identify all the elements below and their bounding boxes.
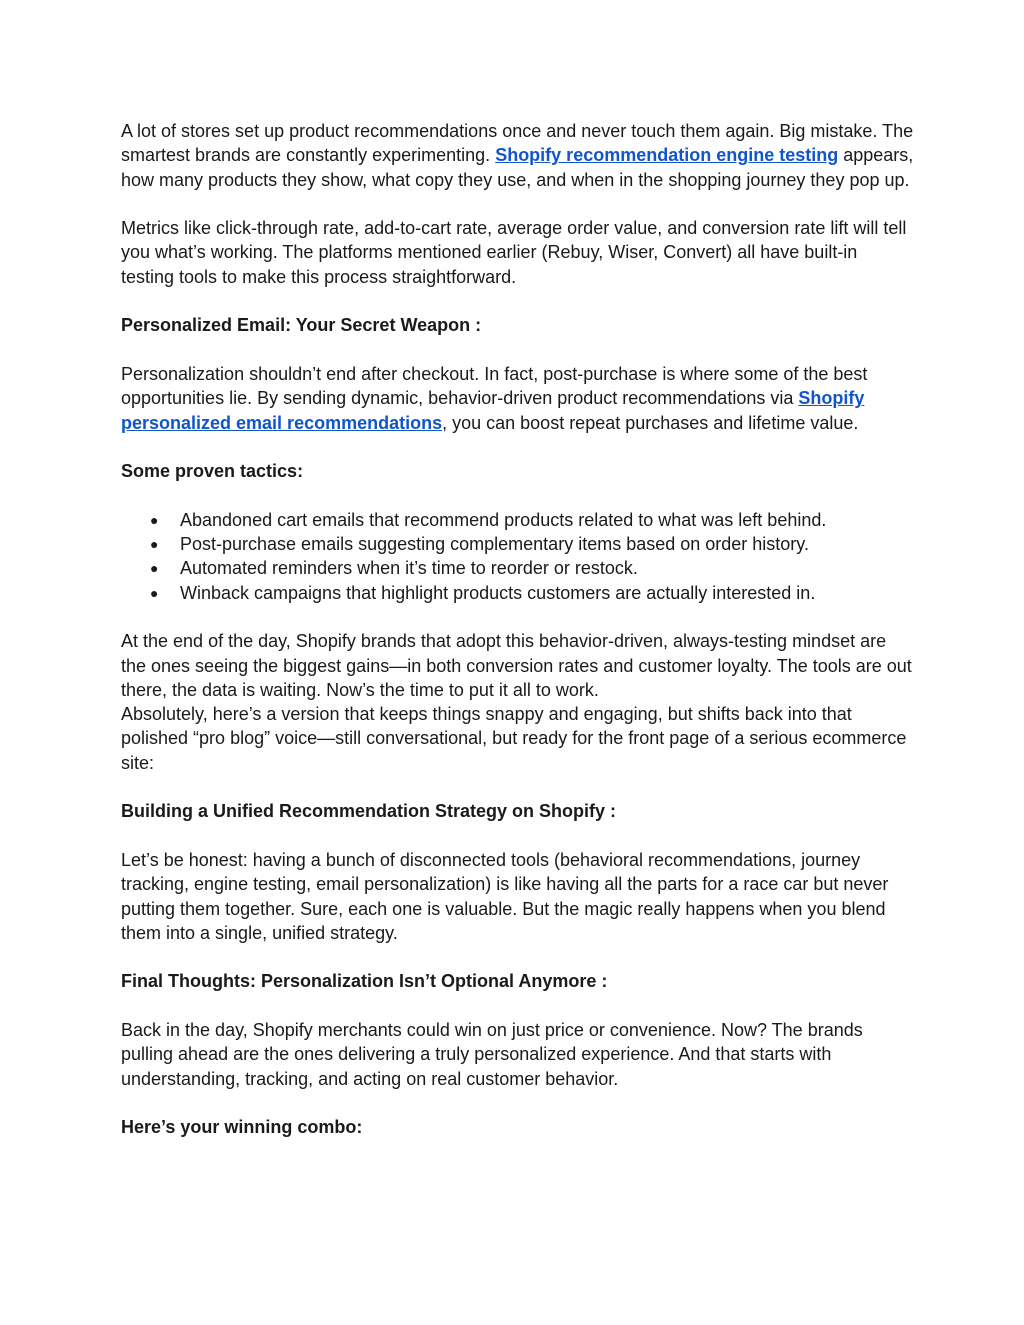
list-item-text: Winback campaigns that highlight products customers are actually interested in. [180,582,816,603]
paragraph-end-of-day: At the end of the day, Shopify brands that adopt this behavior-driven, always-testing mindset are the ones seeing the biggest gains—in both conversion rates and customer loyalty. The tools are out there, the data is waiting. Now’s the time to put it all to work. [121,631,912,700]
list-item-text: Post-purchase emails suggesting complementary items based on order history. [180,534,809,555]
paragraph-text: Personalization shouldn’t end after checkout. In fact, post-purchase is where some of the best opportunities lie. By sending dynamic, behavior-driven product recommendations via [121,363,868,409]
bullet-icon: ● [150,536,159,553]
tactics-list [121,508,914,605]
link-shopify-personalized-email-recommendations[interactable]: Shopify personalized email recommendations [121,388,865,433]
list-item-text: Automated reminders when it’s time to reorder or restock. [180,558,638,579]
heading-final-thoughts: Final Thoughts: Personalization Isn’t Optional Anymore : [121,971,608,992]
list-item [150,581,914,605]
list-item [150,508,914,532]
paragraph-back-in-the-day: Back in the day, Shopify merchants could win on just price or convenience. Now? The brands pulling ahead are the ones delivering a truly personalized experience. And that starts with understanding, tracking, and acting on real customer behavior. [121,1019,863,1089]
heading-personalized-email: Personalized Email: Your Secret Weapon : [121,315,482,336]
bullet-icon: ● [150,584,159,601]
paragraph-text: A lot of stores set up product recommendations once and never touch them again. Big mistake. The smartest brands are constantly experimenting. [121,121,914,166]
paragraph-text: appears, how many products they show, what copy they use, and when in the shopping journey they pop up. [121,145,914,190]
paragraph-metrics: Metrics like click-through rate, add-to-cart rate, average order value, and conversion rate lift will tell you what’s working. The platforms mentioned earlier (Rebuy, Wiser, Convert) all have built-in testing tools to make this process straightforward. [121,218,907,287]
paragraph-pro-blog-version: Absolutely, here’s a version that keeps things snappy and engaging, but shifts back into that polished “pro blog” voice—still conversational, but ready for the front page of a serious ecommerce site: [121,704,907,773]
list-item [150,556,914,580]
list-item-text: Abandoned cart emails that recommend products related to what was left behind. [180,509,827,530]
heading-unified-strategy: Building a Unified Recommendation Strategy on Shopify : [121,801,617,822]
paragraph-recommendation-testing [121,119,914,192]
paragraph-disconnected-tools: Let’s be honest: having a bunch of disconnected tools (behavioral recommendations, journey tracking, engine testing, email personalization) is like having all the parts for a race car but never putting them together. Sure, each one is valuable. But the magic really happens when you blend them into a single, unified strategy. [121,849,889,943]
link-shopify-recommendation-engine-testing[interactable]: Shopify recommendation engine testing [495,145,839,166]
bullet-icon: ● [150,560,159,577]
bullet-icon: ● [150,511,159,528]
list-item [150,532,914,556]
paragraph-text: , you can boost repeat purchases and lifetime value. [442,412,859,433]
heading-proven-tactics: Some proven tactics: [121,461,304,482]
paragraph-personalization [121,362,914,435]
heading-winning-combo: Here’s your winning combo: [121,1117,363,1138]
